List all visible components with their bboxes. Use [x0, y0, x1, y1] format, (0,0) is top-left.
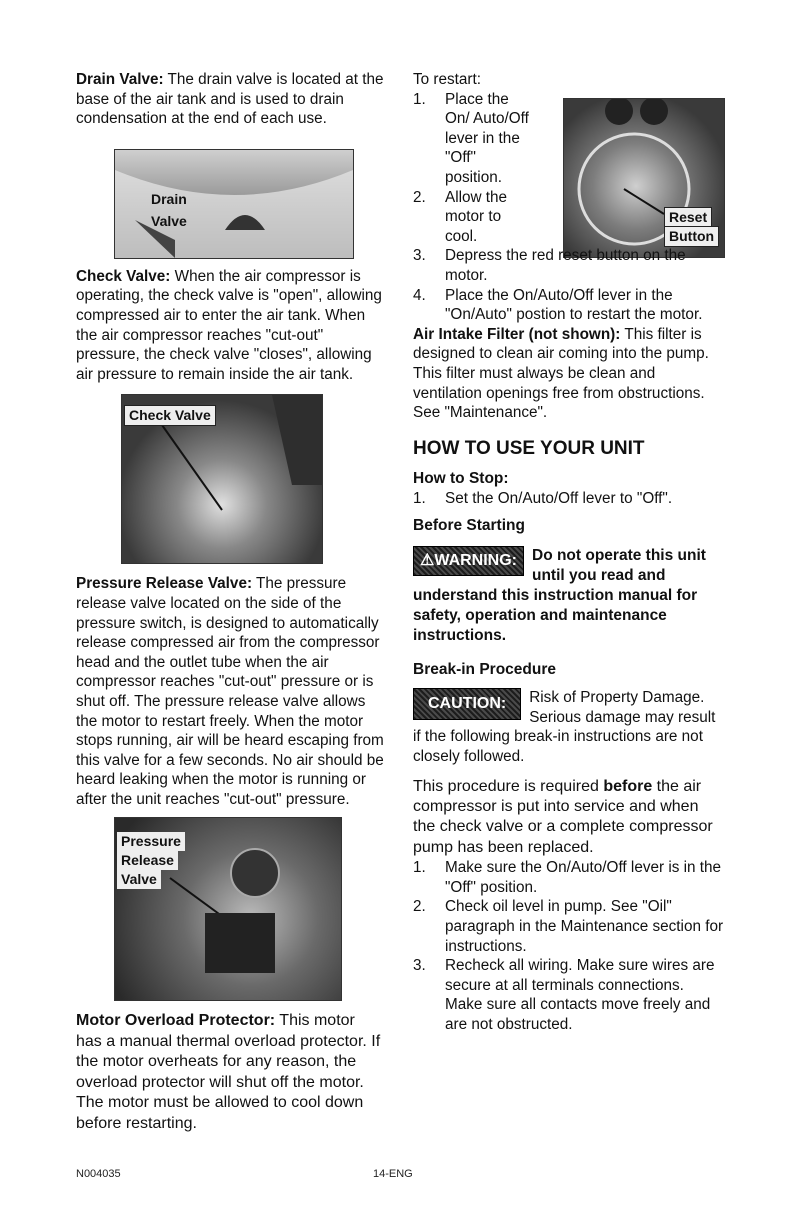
- break-in-title: Break-in Procedure: [413, 661, 556, 679]
- stop-steps: [413, 489, 725, 509]
- drain-label: Drain: [151, 190, 187, 207]
- section-title: HOW TO USE YOUR UNIT: [413, 437, 645, 459]
- procedure-step-3: 3. Recheck all wiring. Make sure wires are secure at all terminals connections. Make sure all contacts move freely and are not obstructed.: [413, 957, 715, 1034]
- footer-page-number: 14-ENG: [373, 1168, 413, 1180]
- pressure-release-figure: [114, 817, 342, 1001]
- left-column: [76, 70, 384, 1134]
- how-to-stop-title: How to Stop:: [413, 469, 509, 487]
- check-valve-figure: [121, 394, 323, 564]
- caution-block: [413, 688, 725, 766]
- reset-button-figure: [563, 98, 725, 258]
- check-valve-paragraph: Check Valve: When the air compressor is operating, the check valve is "open", allowing compressed air to enter the air tank. When the air compressor reaches "cut-out" pressure, the check valve "closes", allowing air pressure to remain inside the air tank.: [76, 267, 382, 383]
- restart-step-2: 2. Allow the motor to cool.: [413, 188, 508, 245]
- warning-block: [413, 546, 725, 646]
- restart-step-1: 1. Place the On/ Auto/Off lever in the "Off" position.: [413, 90, 529, 186]
- footer-code: N004035: [76, 1168, 121, 1180]
- before-starting-title: Before Starting: [413, 517, 525, 535]
- restart-title: To restart:: [413, 71, 482, 88]
- stop-step-1: 1. Set the On/Auto/Off lever to "Off".: [413, 489, 673, 507]
- warning-badge: ⚠WARNING:: [413, 546, 524, 576]
- pressure-label: Pressure: [117, 832, 185, 851]
- release-label: Release: [117, 851, 178, 870]
- warning-text: Do not operate this unit until you read and understand this instruction manual for safety, operation and maintenance instructions.: [413, 547, 706, 645]
- caution-badge: CAUTION:: [413, 688, 521, 720]
- procedure-step-2: 2. Check oil level in pump. See "Oil" paragraph in the Maintenance section for instructions.: [413, 898, 724, 955]
- procedure-paragraph: This procedure is required before the air compressor is put into service and when the check valve or a complete compressor pump has been replaced.: [413, 777, 713, 856]
- motor-overload-paragraph: Motor Overload Protector: This motor has a manual thermal overload protector. If the motor overheats for any reason, the overload protector will shut off the motor. The motor must be allowed to cool down before restarting.: [76, 1012, 381, 1132]
- procedure-step-1: 1. Make sure the On/Auto/Off lever is in the "Off" position.: [413, 859, 722, 896]
- button-label: Button: [664, 226, 719, 247]
- right-column: [413, 70, 725, 1035]
- restart-step-4: 4. Place the On/Auto/Off lever in the "On/Auto" postion to restart the motor.: [413, 286, 703, 324]
- air-intake-filter-paragraph: Air Intake Filter (not shown): This filter is designed to clean air coming into the pump. This filter must always be clean and ventilation openings free from obstructions. See "Maintenance".: [413, 325, 709, 422]
- drain-valve-figure: [114, 149, 354, 259]
- valve-label-2: Valve: [117, 870, 161, 889]
- caution-text: Risk of Property Damage. Serious damage may result if the following break-in instructions are not closely followed.: [413, 689, 716, 766]
- pressure-release-paragraph: Pressure Release Valve: The pressure release valve located on the side of the pressure switch, is designed to automatically release compressed air from the compressor head and the outlet tube when the air compressor reaches "cut-out" pressure or is shut off. The pressure release valve allows the motor to restart freely. When the motor stops running, air will be heard escaping from this valve for a few seconds. No air should be heard leaking when the motor is running or after the unit reaches "cut-out" pressure.: [76, 575, 384, 808]
- restart-step-3: 3. Depress the red reset button on the motor.: [413, 247, 686, 284]
- procedure-steps: [413, 858, 725, 1034]
- drain-valve-paragraph: Drain Valve: The drain valve is located at the base of the air tank and is used to drain condensation at the end of each use.: [76, 71, 384, 128]
- reset-label: Reset: [664, 207, 712, 228]
- valve-label: Valve: [151, 212, 187, 229]
- check-valve-label: Check Valve: [124, 405, 216, 426]
